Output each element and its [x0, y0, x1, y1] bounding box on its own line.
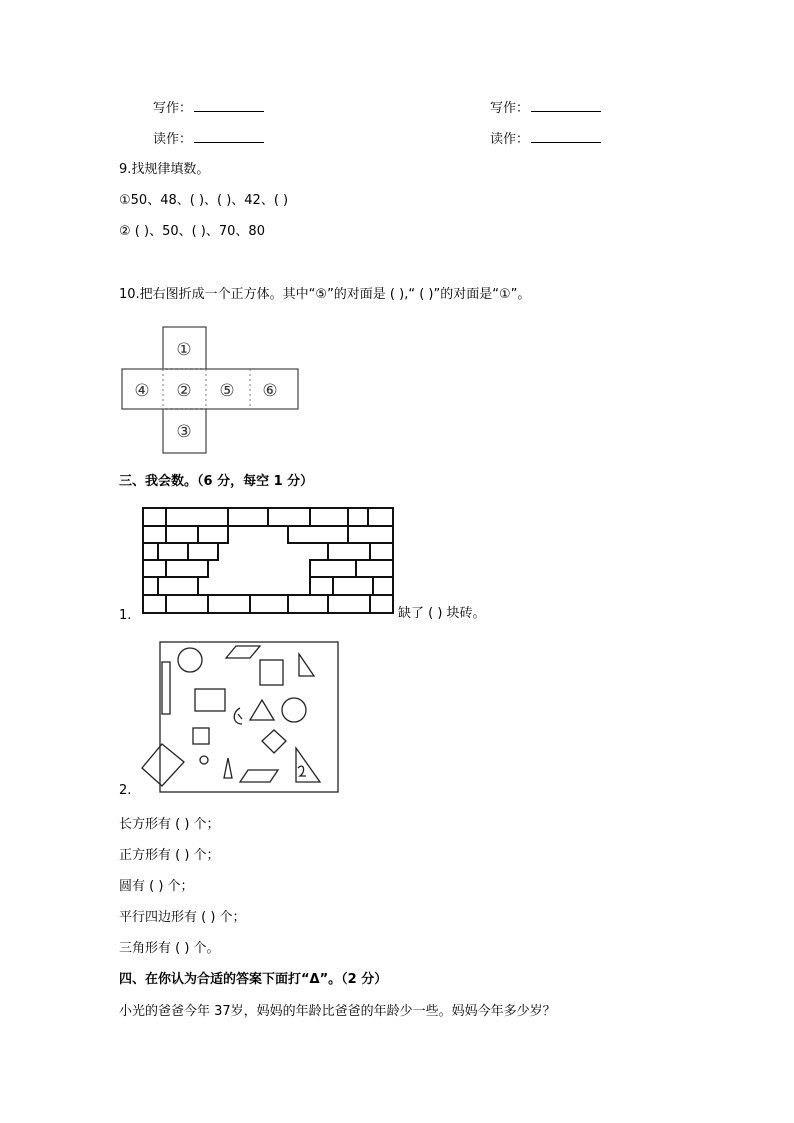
section4-title: 四、在你认为合适的答案下面打“Δ”。（2 分） — [119, 972, 388, 987]
net-label-4: ④ — [134, 381, 150, 401]
shape-square-small — [193, 728, 209, 744]
shape-right-triangle-top — [299, 654, 314, 676]
question-circles: 圆有 ( ) 个； — [119, 879, 194, 894]
q10-title: 10.把右图折成一个正方体。其中“⑤”的对面是 ( ),“ ( )”的对面是“①”。 — [119, 287, 531, 302]
shape-parallelogram-top — [226, 646, 260, 658]
net-label-6: ⑥ — [262, 381, 278, 401]
item1-number: 1. — [119, 608, 132, 623]
read-blank-right[interactable] — [531, 130, 601, 143]
net-label-1: ① — [176, 340, 192, 360]
shapes-figure — [138, 640, 342, 796]
cube-net-figure — [120, 325, 300, 455]
net-label-3: ③ — [176, 422, 192, 442]
shape-circle-middle — [282, 698, 306, 722]
q9-row1: ①50、48、( )、( )、42、( ) — [119, 193, 289, 208]
read-blank-left[interactable] — [194, 130, 264, 143]
read-line-right — [490, 130, 601, 148]
section3-title: 三、我会数。（6 分，每空 1 分） — [119, 474, 314, 489]
section4-question: 小光的爸爸今年 37岁，妈妈的年龄比爸爸的年龄少一些。妈妈今年多少岁？ — [119, 1004, 556, 1019]
shape-scribble-2 — [298, 766, 306, 776]
read-line-left — [153, 130, 264, 148]
question-triangles: 三角形有 ( ) 个。 — [119, 941, 220, 956]
read-label: 读作： — [490, 132, 530, 147]
question-squares: 正方形有 ( ) 个； — [119, 848, 220, 863]
shape-triangle-thin — [224, 758, 232, 778]
shape-tilted-square — [142, 744, 184, 786]
write-label: 写作： — [153, 101, 193, 116]
q9-row2: ② ( )、50、( )、70、80 — [119, 224, 265, 239]
write-line-left — [153, 99, 264, 117]
question-parallelograms: 平行四边形有 ( ) 个； — [119, 910, 246, 925]
shape-square-top — [260, 660, 283, 685]
net-label-2: ② — [176, 381, 192, 401]
read-label: 读作： — [153, 132, 193, 147]
shape-triangle-middle — [250, 700, 274, 720]
brick-wall-figure — [138, 505, 398, 617]
shape-parallelogram-bottom — [240, 770, 278, 782]
q9-title: 9.找规律填数。 — [119, 162, 210, 177]
question-rectangles: 长方形有 ( ) 个； — [119, 817, 220, 832]
item1-suffix: 缺了 ( ) 块砖。 — [398, 606, 486, 621]
shape-scribble — [234, 708, 242, 724]
shape-circle-top — [178, 648, 202, 672]
item2-number: 2. — [119, 783, 132, 798]
shape-tall-rectangle — [162, 662, 170, 714]
shape-circle-small — [200, 756, 208, 764]
shape-rectangle-middle — [195, 689, 225, 711]
net-label-5: ⑤ — [219, 381, 235, 401]
shape-right-triangle-bottom — [296, 748, 320, 782]
shape-diamond — [262, 730, 286, 753]
write-blank-left[interactable] — [194, 99, 264, 112]
write-label: 写作： — [490, 101, 530, 116]
write-line-right — [490, 99, 601, 117]
write-blank-right[interactable] — [531, 99, 601, 112]
